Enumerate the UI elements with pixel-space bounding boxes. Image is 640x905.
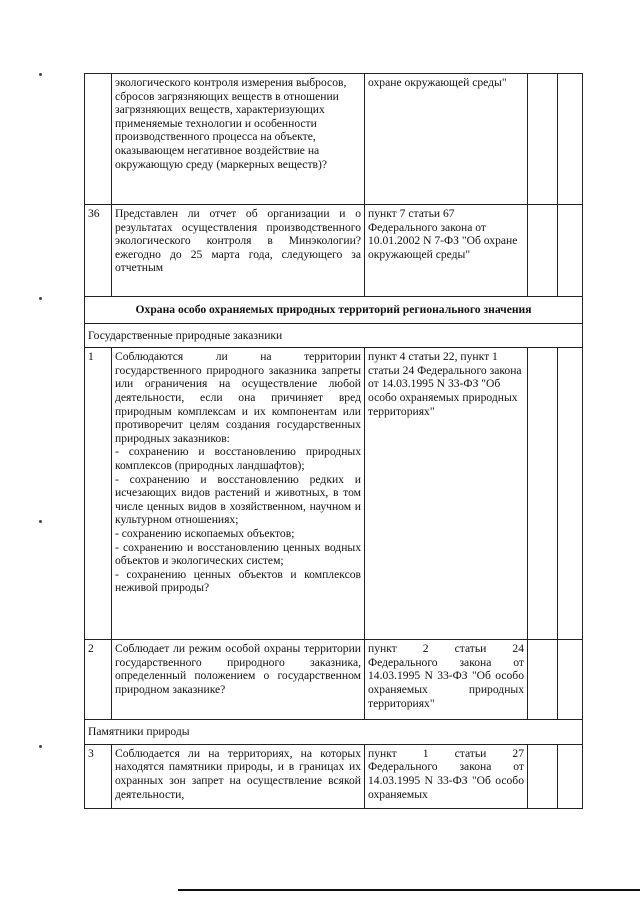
row-answer-cell[interactable] (528, 74, 558, 205)
row-reference: пункт 7 статьи 67 Федерального закона от 10.01.2002 N 7-ФЗ "Об охране окружающей среды" (365, 205, 528, 297)
section-row (85, 297, 583, 324)
row-note-cell[interactable] (558, 205, 583, 297)
row-reference: охране окружающей среды" (365, 74, 528, 205)
row-number (85, 74, 112, 205)
subsection-row (85, 323, 583, 348)
subsection-title: Памятники природы (85, 720, 583, 745)
subsection-title: Государственные природные заказники (85, 323, 583, 348)
row-note-cell[interactable] (558, 640, 583, 720)
subsection-row (85, 720, 583, 745)
question-item: - сохранению ценных объектов и комплексов неживой природы? (115, 567, 361, 595)
section-title: Охрана особо охраняемых природных территорий регионального значения (85, 297, 583, 324)
row-reference: пункт 2 статьи 24 Федерального закона от 14.03.1995 N 33-ФЗ "Об особо охраняемых природных территориях" (365, 640, 528, 720)
question-intro: Соблюдаются ли на территории государственного природного заказника запреты или ограничения на осуществление любой деятельности, если она причиняет вред природным комплексам и их компонентам или противоречит целям создания государственных природных заказников: (115, 350, 361, 445)
question-item: - сохранению и восстановлению редких и исчезающих видов растений и животных, в том числе ценных видов в хозяйственном, научном и культурном отношениях; (115, 472, 361, 527)
row-note-cell[interactable] (558, 744, 583, 808)
question-item: - сохранению и восстановлению природных комплексов (природных ландшафтов); (115, 445, 361, 472)
margin-mark (39, 520, 42, 523)
row-note-cell[interactable] (558, 348, 583, 640)
checklist-table (84, 73, 583, 809)
row-number: 36 (85, 205, 112, 297)
row-number: 1 (85, 348, 112, 640)
table-row (85, 348, 583, 640)
row-question: экологического контроля измерения выбросов, сбросов загрязняющих веществ в отношении загрязняющих веществ, характеризующих применяемые технологии и особенности производственного процесса на объекте, оказывающем негативное воздействие на окружающую среду (маркерных веществ)? (112, 74, 365, 205)
row-answer-cell[interactable] (528, 348, 558, 640)
table-row (85, 205, 583, 297)
table-row (85, 640, 583, 720)
row-question: Соблюдает ли режим особой охраны территории государственного природного заказника, определенный положением о государственном природном заказнике? (112, 640, 365, 720)
row-number: 2 (85, 640, 112, 720)
row-question (112, 348, 365, 640)
row-number: 3 (85, 744, 112, 808)
row-reference: пункт 1 статьи 27 Федерального закона от 14.03.1995 N 33-ФЗ "Об особо охраняемых (365, 744, 528, 808)
question-item: - сохранению и восстановлению ценных водных объектов и экологических систем; (115, 540, 361, 568)
row-question: Представлен ли отчет об организации и о результатах осуществления производственного экологического контроля в Минэкологии? ежегодно до 25 марта года, следующего за отчетным (112, 205, 365, 297)
row-answer-cell[interactable] (528, 205, 558, 297)
row-note-cell[interactable] (558, 74, 583, 205)
row-answer-cell[interactable] (528, 640, 558, 720)
margin-mark (39, 297, 42, 300)
row-question: Соблюдается ли на территориях, на которых находятся памятники природы, и в границах их охранных зон запрет на осуществление всякой деятельности, (112, 744, 365, 808)
table-row (85, 74, 583, 205)
table-row (85, 744, 583, 808)
row-reference: пункт 4 статьи 22, пункт 1 статьи 24 Федерального закона от 14.03.1995 N 33-ФЗ "Об особо охраняемых природных территориях" (365, 348, 528, 640)
margin-mark (39, 745, 42, 748)
margin-mark (39, 73, 42, 76)
row-answer-cell[interactable] (528, 744, 558, 808)
footer-rule (178, 889, 640, 891)
question-item: - сохранению ископаемых объектов; (115, 526, 295, 540)
